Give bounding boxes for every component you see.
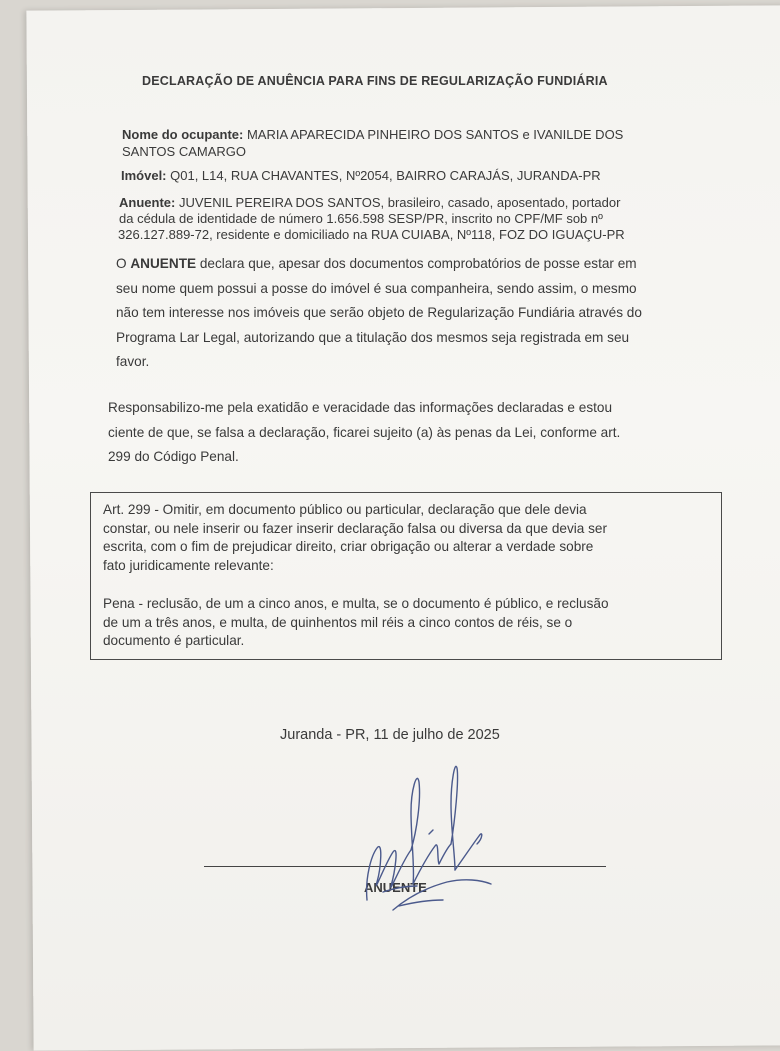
responsibility-line-3: 299 do Código Penal. xyxy=(108,449,239,464)
responsibility-paragraph xyxy=(108,396,708,470)
signature-label: ANUENTE xyxy=(364,880,427,895)
responsibility-line-2: ciente de que, se falsa a declaração, ficarei sujeito (a) às penas da Lei, conforme art. xyxy=(108,424,621,440)
consenter-line-2: da cédula de identidade de número 1.656.598 SESP/PR, inscrito no CPF/MF sob nº xyxy=(119,211,603,226)
article-line-4: fato juridicamente relevante: xyxy=(103,557,274,573)
property-line xyxy=(121,168,721,183)
occupant-line-2: SANTOS CAMARGO xyxy=(122,144,247,159)
declaration-anuente: ANUENTE xyxy=(130,256,197,271)
declaration-lead: O xyxy=(116,256,127,271)
occupant-value: MARIA APARECIDA PINHEIRO DOS SANTOS e IVANILDE DOS xyxy=(246,127,624,142)
declaration-paragraph xyxy=(116,252,700,375)
declaration-line-1-text: declara que, apesar dos documentos comprobatórios de posse estar em xyxy=(199,256,637,271)
property-value: Q01, L14, RUA CHAVANTES, Nº2054, BAIRRO CARAJÁS, JURANDA-PR xyxy=(170,168,601,183)
article-line-1: Art. 299 - Omitir, em documento público ou particular, declaração que dele devia xyxy=(103,502,587,517)
declaration-line-3: não tem interesse nos imóveis que serão objeto de Regularização Fundiária através do xyxy=(116,305,642,320)
consenter-label: Anuente: xyxy=(119,195,176,210)
occupant-label: Nome do ocupante: xyxy=(122,127,244,142)
article-299-text xyxy=(103,501,709,575)
declaration-line-1 xyxy=(116,252,700,277)
penalty-line-2: de um a três anos, e multa, de quinhentos mil réis a cinco contos de réis, se o xyxy=(103,614,573,630)
article-line-2: constar, ou nele inserir ou fazer inserir declaração falsa ou diversa da que devia ser xyxy=(103,520,608,536)
declaration-line-4: Programa Lar Legal, autorizando que a titulação dos mesmos seja registrada em seu xyxy=(116,329,630,345)
consenter-line-3: 326.127.889-72, residente e domiciliado na RUA CUIABA, Nº118, FOZ DO IGUAÇU-PR xyxy=(118,227,625,242)
property-label: Imóvel: xyxy=(121,168,167,183)
article-line-3: escrita, com o fim de prejudicar direito, criar obrigação ou alterar a verdade sobre xyxy=(103,539,594,554)
penal-code-box xyxy=(90,492,722,660)
declaration-line-5: favor. xyxy=(116,354,150,369)
consenter-value: JUVENIL PEREIRA DOS SANTOS, brasileiro, casado, aposentado, portador xyxy=(178,195,621,210)
penalty-text xyxy=(103,595,709,651)
place-date: Juranda - PR, 11 de julho de 2025 xyxy=(280,727,500,743)
occupant-line-1 xyxy=(122,127,722,142)
penalty-line-1: Pena - reclusão, de um a cinco anos, e multa, se o documento é público, e reclusão xyxy=(103,596,609,611)
penalty-line-3: documento é particular. xyxy=(103,633,245,648)
responsibility-line-1: Responsabilizo-me pela exatidão e veracidade das informações declaradas e estou xyxy=(108,400,613,415)
handwritten-signature xyxy=(355,760,505,915)
document-title: DECLARAÇÃO DE ANUÊNCIA PARA FINS DE REGULARIZAÇÃO FUNDIÁRIA xyxy=(142,74,608,88)
consenter-line-1 xyxy=(119,195,719,210)
declaration-line-2: seu nome quem possui a posse do imóvel é sua companheira, sendo assim, o mesmo xyxy=(116,280,637,296)
